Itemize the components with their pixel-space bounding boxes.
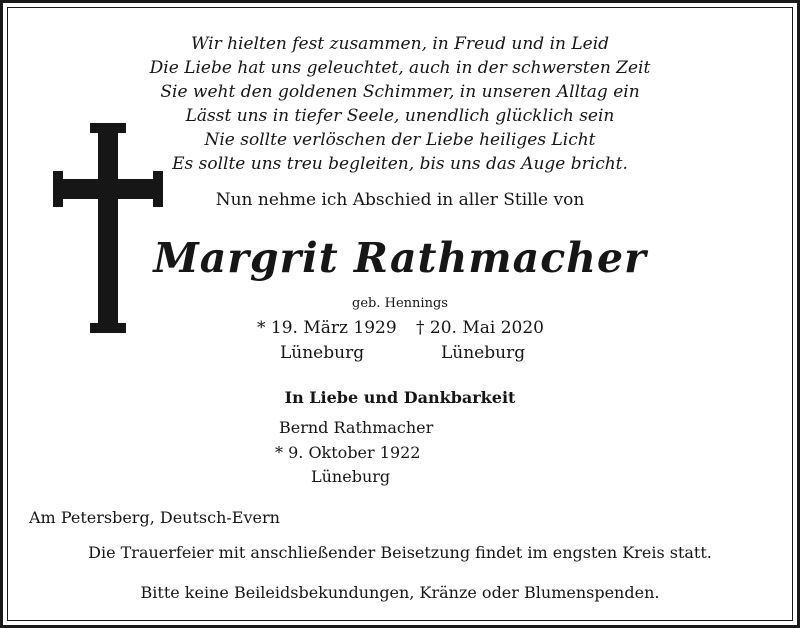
poem-line: Wir hielten fest zusammen, in Freud und in Leid xyxy=(190,34,610,54)
address: Am Petersberg, Deutsch-Evern xyxy=(29,508,280,527)
service-notice: Die Trauerfeier mit anschließender Beisetzung findet im engsten Kreis statt. xyxy=(88,543,712,562)
mourners-heading: In Liebe und Dankbarkeit xyxy=(284,388,516,407)
poem-line: Lässt uns in tiefer Seele, unendlich glücklich sein xyxy=(185,106,615,126)
death-date: † 20. Mai 2020 xyxy=(416,318,544,338)
condolence-request: Bitte keine Beileidsbekundungen, Kränze oder Blumenspenden. xyxy=(140,583,660,602)
birth-place: Lüneburg xyxy=(280,343,365,363)
mourner-place: Lüneburg xyxy=(311,467,391,486)
poem-line: Sie weht den goldenen Schimmer, in unseren Alltag ein xyxy=(160,82,640,102)
birth-date: * 19. März 1929 xyxy=(257,318,397,338)
mourner-name: Bernd Rathmacher xyxy=(279,418,434,437)
mourner-birth-date: * 9. Oktober 1922 xyxy=(275,443,421,462)
maiden-name: geb. Hennings xyxy=(352,296,448,311)
farewell-intro: Nun nehme ich Abschied in aller Stille von xyxy=(215,190,585,210)
poem-line: Die Liebe hat uns geleuchtet, auch in der schwersten Zeit xyxy=(149,58,651,78)
poem-line: Nie sollte verlöschen der Liebe heiliges Licht xyxy=(204,130,596,150)
death-place: Lüneburg xyxy=(441,343,526,363)
deceased-name: Margrit Rathmacher xyxy=(153,234,647,282)
poem-line: Es sollte uns treu begleiten, bis uns das Auge bricht. xyxy=(172,154,628,174)
